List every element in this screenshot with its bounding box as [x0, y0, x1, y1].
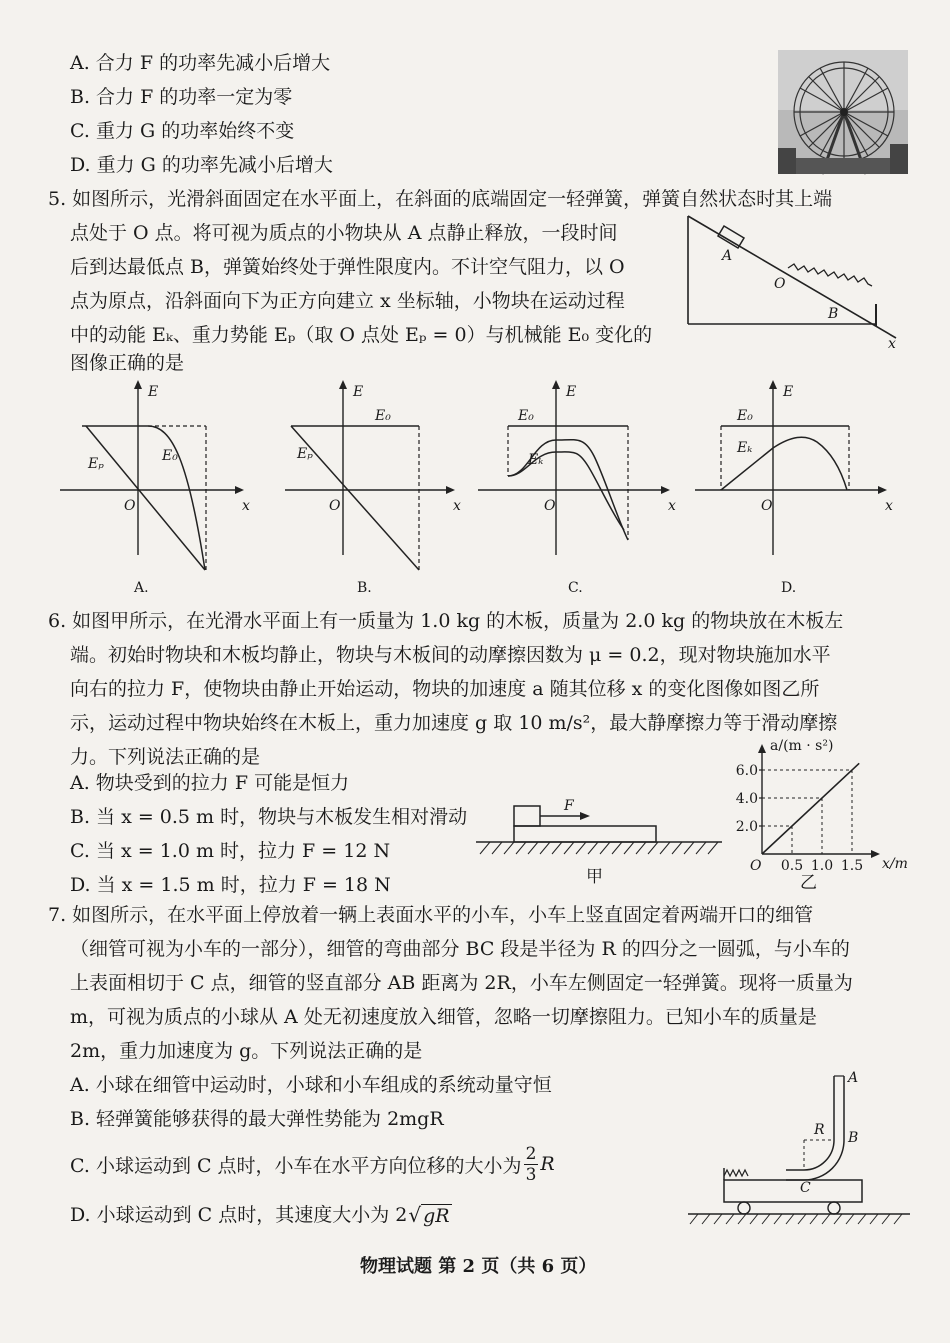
spring-icon — [724, 1170, 748, 1176]
graph-b-ep-label: Eₚ — [297, 446, 313, 462]
q5-graph-d — [695, 380, 905, 595]
incline-figure — [680, 214, 910, 352]
chart-yi-ytick-6: 6.0 — [735, 763, 758, 779]
graph-d-letter: D. — [781, 580, 797, 596]
q6-option-c: C. 当 x = 1.0 m 时，拉力 F = 12 N — [70, 840, 391, 862]
q5-line-6: 图像正确的是 — [70, 352, 185, 374]
q6-line-3: 向右的拉力 F，使物块由静止开始运动，物块的加速度 a 随其位移 x 的变化图像如图乙所 — [70, 678, 820, 700]
cart-label-b: B — [848, 1130, 859, 1146]
block-icon — [514, 806, 540, 826]
q7-option-b: B. 轻弹簧能够获得的最大弹性势能为 2mgR — [70, 1108, 444, 1130]
q7-fraction-den: 3 — [525, 1164, 537, 1185]
chart-yi-ytick-4: 4.0 — [735, 791, 758, 807]
jia-force-label: F — [564, 798, 574, 814]
block-icon — [718, 226, 744, 248]
graph-c-origin: O — [544, 498, 556, 514]
q7-line-3: 上表面相切于 C 点，细管的竖直部分 AB 距离为 2R，小车左侧固定一轻弹簧。现将一质量为 — [70, 972, 853, 994]
graph-d-e0-label: E₀ — [737, 408, 753, 424]
q7-fraction-num: 2 — [525, 1143, 537, 1164]
q7-option-d-text: D. 小球运动到 C 点时，其速度大小为 2 — [70, 1204, 408, 1226]
jia-caption: 甲 — [586, 867, 603, 887]
q7-option-d-radicand: gR — [423, 1204, 450, 1227]
q7-option-d — [70, 1198, 452, 1232]
q4-option-c: C. 重力 G 的功率始终不变 — [70, 120, 295, 142]
chart-yi-xlabel: x/m — [882, 856, 908, 872]
graph-c-ek-label: Eₖ — [528, 452, 544, 468]
graph-b-e-label: E — [353, 384, 364, 400]
wheel-icon — [828, 1202, 840, 1214]
q7-option-c-r: R — [540, 1153, 555, 1175]
q5-line-1: 5. 如图所示，光滑斜面固定在水平面上，在斜面的底端固定一轻弹簧，弹簧自然状态时其上端 — [48, 188, 833, 210]
chart-yi-origin: O — [750, 858, 762, 874]
chart-yi-ytick-2: 2.0 — [735, 819, 758, 835]
q7-line-1: 7. 如图所示，在水平面上停放着一辆上表面水平的小车，小车上竖直固定着两端开口的细管 — [48, 904, 814, 926]
sqrt-icon: √ — [408, 1203, 422, 1227]
q7-cart-figure — [688, 1068, 913, 1228]
chart-yi-xtick-10: 1.0 — [810, 858, 834, 874]
q6-option-d: D. 当 x = 1.5 m 时，拉力 F = 18 N — [70, 874, 391, 896]
graph-d-e-label: E — [783, 384, 794, 400]
page-footer: 物理试题 第 2 页（共 6 页） — [360, 1256, 597, 1277]
q5-line-3: 后到达最低点 B，弹簧始终处于弹性限度内。不计空气阻力，以 O — [70, 256, 625, 278]
q7-line-2: （细管可视为小车的一部分），细管的弯曲部分 BC 段是半径为 R 的四分之一圆弧，与小车的 — [70, 938, 850, 960]
q7-line-4: m，可视为质点的小球从 A 处无初速度放入细管，忽略一切摩擦阻力。已知小车的质量是 — [70, 1006, 817, 1028]
board-icon — [514, 826, 656, 842]
graph-b-origin: O — [329, 498, 341, 514]
q6-option-a: A. 物块受到的拉力 F 可能是恒力 — [70, 772, 350, 794]
graph-c-letter: C. — [568, 580, 583, 596]
graph-d-origin: O — [761, 498, 773, 514]
graph-a-x-label: x — [242, 498, 250, 514]
q5-graph-b — [285, 380, 485, 595]
graph-d-ek-label: Eₖ — [737, 440, 753, 456]
chart-yi-caption: 乙 — [800, 873, 817, 893]
q7-line-5: 2m，重力加速度为 g。下列说法正确的是 — [70, 1040, 423, 1062]
chart-yi-xtick-15: 1.5 — [840, 858, 864, 874]
cart-label-c: C — [800, 1180, 811, 1196]
graph-c-e0-label: E₀ — [518, 408, 534, 424]
cart-label-a: A — [848, 1070, 859, 1086]
ferris-wheel-photo — [778, 50, 908, 174]
q7-option-c-text: C. 小球运动到 C 点时，小车在水平方向位移的大小为 — [70, 1154, 522, 1177]
cart-label-r: R — [814, 1122, 825, 1138]
q4-option-a: A. 合力 F 的功率先减小后增大 — [70, 52, 331, 74]
q7-fraction — [524, 1144, 539, 1185]
graph-a-origin: O — [124, 498, 136, 514]
chart-yi-ylabel: a/(m · s²) — [770, 738, 834, 754]
q5-line-4: 点为原点，沿斜面向下为正方向建立 x 坐标轴，小物块在运动过程 — [70, 290, 625, 312]
graph-b-e0-label: E₀ — [375, 408, 391, 424]
chart-yi-series-line — [762, 763, 859, 854]
q4-option-d: D. 重力 G 的功率先减小后增大 — [70, 154, 333, 176]
incline-label-o: O — [774, 276, 786, 292]
q6-figure-jia — [476, 796, 726, 886]
chart-yi-xtick-05: 0.5 — [780, 858, 804, 874]
incline-label-x: x — [888, 336, 896, 352]
graph-d-x-label: x — [885, 498, 893, 514]
q6-line-2: 端。初始时物块和木板均静止，物块与木板间的动摩擦因数为 μ = 0.2，现对物块施加水平 — [70, 644, 831, 666]
q5-line-2: 点处于 O 点。将可视为质点的小物块从 A 点静止释放，一段时间 — [70, 222, 618, 244]
graph-c-e-label: E — [566, 384, 577, 400]
q6-line-5: 力。下列说法正确的是 — [70, 746, 261, 768]
incline-label-b: B — [828, 306, 839, 322]
graph-b-x-label: x — [453, 498, 461, 514]
q6-line-1: 6. 如图甲所示，在光滑水平面上有一质量为 1.0 kg 的木板，质量为 2.0 kg 的物块放在木板左 — [48, 610, 844, 632]
q5-line-5: 中的动能 Eₖ、重力势能 Eₚ（取 O 点处 Eₚ = 0）与机械能 E₀ 变化的 — [70, 324, 653, 346]
graph-c-x-label: x — [668, 498, 676, 514]
q4-option-b: B. 合力 F 的功率一定为零 — [70, 86, 293, 108]
q5-graph-c — [478, 380, 688, 595]
cart-body — [724, 1180, 862, 1202]
q7-option-a: A. 小球在细管中运动时，小球和小车组成的系统动量守恒 — [70, 1074, 552, 1096]
graph-a-letter: A. — [134, 580, 149, 596]
q6-option-b: B. 当 x = 0.5 m 时，物块与木板发生相对滑动 — [70, 806, 468, 828]
incline-label-a: A — [722, 248, 733, 264]
graph-a-e-label: E — [148, 384, 159, 400]
q6-line-4: 示，运动过程中物块始终在木板上，重力加速度 g 取 10 m/s²，最大静摩擦力等于滑动摩擦 — [70, 712, 838, 734]
wheel-icon — [738, 1202, 750, 1214]
q7-option-c — [70, 1140, 555, 1188]
graph-b-letter: B. — [357, 580, 372, 596]
q6-chart-yi — [735, 736, 920, 893]
graph-a-ep-label: Eₚ — [88, 456, 104, 472]
graph-a-e0-label: E₀ — [162, 448, 178, 464]
q5-graph-a — [60, 380, 260, 595]
